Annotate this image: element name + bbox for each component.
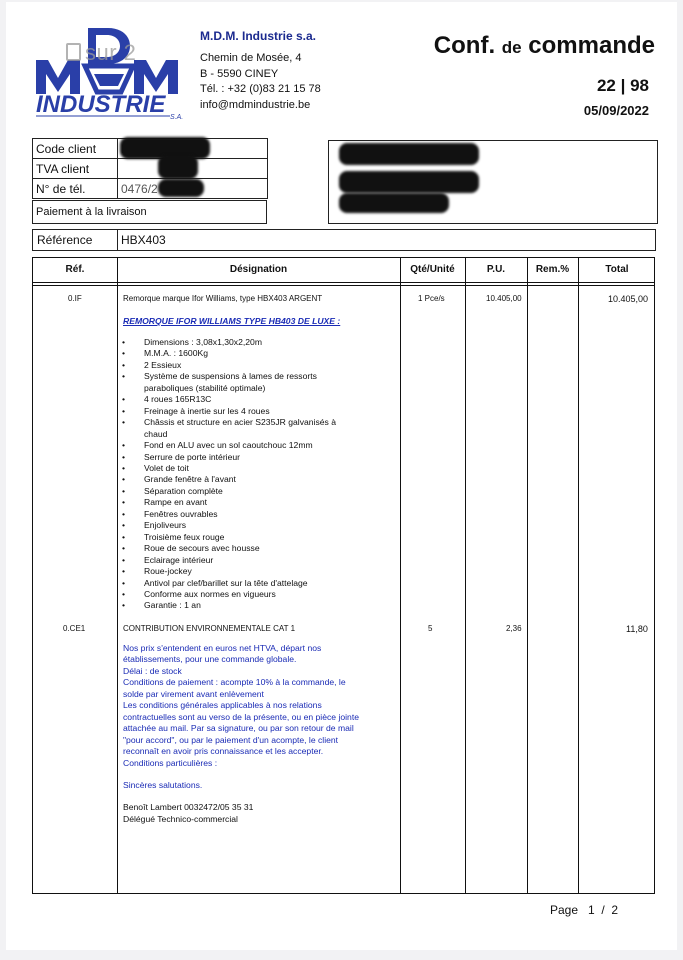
note-greetings: Sincères salutations. [123, 779, 203, 790]
row2-total: 11,80 [626, 624, 648, 634]
feature-text: Antivol par clef/barillet sur la tête d'attelage [144, 577, 308, 588]
row1-pu: 10.405,00 [486, 294, 522, 303]
feature-item [121, 555, 361, 566]
bullet-icon: • [122, 566, 126, 577]
page-footer: Page 1 / 2 [550, 903, 619, 917]
company-address1: Chemin de Mosée, 4 [200, 52, 302, 64]
feature-text: Freinage à inertie sur les 4 roues [144, 405, 270, 416]
feature-text: Enjoliveurs [144, 520, 187, 531]
bullet-icon: • [122, 554, 126, 565]
feature-item [121, 406, 361, 417]
bullet-icon: • [122, 497, 126, 508]
document-number: 22 | 98 [596, 76, 649, 95]
row1-total: 10.405,00 [608, 294, 649, 304]
note-prices: Nos prix s'entendent en euros net HTVA, départ nos établissements, pour une commande globale. [123, 643, 322, 665]
client-address-box [328, 140, 658, 224]
company-phone: Tél. : +32 (0)83 21 15 78 [200, 83, 321, 95]
header-qty: Qté/Unité [410, 264, 455, 275]
feature-item [121, 452, 361, 463]
bullet-icon: • [122, 348, 126, 359]
feature-item [121, 520, 361, 531]
bullet-icon: • [122, 337, 126, 347]
feature-item [121, 589, 361, 600]
feature-item [121, 348, 361, 359]
signature-name: Benoît Lambert 0032472/05 35 31 [123, 802, 254, 813]
row1-heading: REMORQUE IFOR WILLIAMS TYPE HB403 DE LUXE : [123, 316, 341, 326]
document-date: 05/09/2022 [583, 103, 649, 118]
bullet-icon: • [122, 371, 126, 382]
client-phone-value: 0476/2 [118, 179, 268, 199]
bullet-icon: • [122, 531, 126, 542]
feature-item [121, 566, 361, 577]
feature-text: Châssis et structure en acier S235JR galvanisés à chaud [144, 417, 337, 439]
row2-pu: 2,36 [506, 624, 522, 633]
feature-item [121, 360, 361, 371]
reference-value: HBX403 [121, 233, 166, 247]
signature-title: Délégué Technico-commercial [123, 813, 238, 824]
note-payment: Conditions de paiement : acompte 10% à la commande, le solde par virement avant enlèvement [123, 677, 346, 699]
document-title: Conf. de commande [433, 32, 655, 59]
bullet-icon: • [122, 462, 126, 473]
feature-text: Fond en ALU avec un sol caoutchouc 12mm [144, 440, 313, 451]
feature-text: Rampe en avant [144, 497, 208, 508]
feature-text: Séparation complète [144, 485, 223, 496]
feature-item [121, 440, 361, 451]
feature-item [121, 474, 361, 485]
note-particular-conditions: Conditions particulières : [123, 757, 218, 768]
feature-text: Volet de toit [144, 462, 189, 473]
bullet-icon: • [122, 451, 126, 462]
bullet-icon: • [122, 543, 126, 554]
feature-text: Fenêtres ouvrables [144, 508, 218, 519]
header-ref: Réf. [65, 264, 85, 275]
company-name: M.D.M. Industrie s.a. [200, 29, 317, 43]
bullet-icon: • [122, 508, 126, 519]
feature-text: Eclairage intérieur [144, 554, 214, 565]
header-rem: Rem.% [535, 264, 570, 275]
document-icon [66, 43, 81, 61]
row2-qty: 5 [428, 624, 433, 633]
company-email[interactable]: info@mdmindustrie.be [200, 99, 311, 111]
row1-ref: 0.IF [68, 294, 82, 303]
feature-item [121, 600, 361, 611]
page-counter-text: sur 2 [85, 40, 137, 65]
feature-item [121, 394, 361, 405]
row2-ref: 0.CE1 [63, 624, 86, 633]
feature-text: Dimensions : 3,08x1,30x2,20m [144, 337, 262, 347]
header-designation: Désignation [229, 264, 288, 275]
feature-item [121, 497, 361, 508]
feature-item [121, 463, 361, 474]
feature-text: Garantie : 1 an [144, 600, 201, 611]
feature-item [121, 337, 361, 348]
bullet-icon: • [122, 588, 126, 599]
reference-row [32, 229, 656, 251]
feature-text: Roue-jockey [144, 566, 192, 577]
client-phone-label: N° de tél. [33, 179, 118, 199]
feature-item [121, 509, 361, 520]
feature-text: Serrure de porte intérieur [144, 451, 241, 462]
row1-designation: Remorque marque Ifor Williams, type HBX403 ARGENT [123, 294, 323, 303]
row1-qty: 1 Pce/s [418, 294, 445, 303]
feature-item [121, 417, 361, 440]
bullet-icon: • [122, 474, 126, 485]
client-code-label: Code client [33, 139, 118, 159]
feature-text: Conforme aux normes en vigueurs [144, 588, 276, 599]
feature-text: Système de suspensions à lames de ressorts paraboliques (stabilité optimale) [144, 371, 317, 393]
feature-text: Troisième feux rouge [144, 531, 225, 542]
bullet-icon: • [122, 485, 126, 496]
feature-item [121, 371, 361, 394]
feature-item [121, 578, 361, 589]
client-tva-value [118, 159, 268, 179]
feature-text: 4 roues 165R13C [144, 394, 212, 405]
client-tva-label: TVA client [33, 159, 118, 179]
bullet-icon: • [122, 394, 126, 405]
bullet-icon: • [122, 359, 126, 370]
feature-text: 2 Essieux [144, 359, 182, 370]
feature-item [121, 486, 361, 497]
row2-designation: CONTRIBUTION ENVIRONNEMENTALE CAT 1 [123, 624, 296, 633]
bullet-icon: • [122, 600, 126, 611]
company-address2: B - 5590 CINEY [200, 68, 279, 80]
page-counter-overlay [66, 40, 136, 66]
feature-item [121, 532, 361, 543]
bullet-icon: • [122, 405, 126, 416]
logo-word: INDUSTRIE [36, 91, 166, 118]
conditions-notes [123, 643, 367, 825]
feature-text: Roue de secours avec housse [144, 543, 260, 554]
feature-list [121, 337, 361, 612]
bullet-icon: • [122, 417, 126, 428]
feature-text: Grande fenêtre à l'avant [144, 474, 236, 485]
logo-suffix: S.A. [170, 114, 184, 120]
header-pu: P.U. [486, 264, 506, 275]
header-total: Total [605, 264, 629, 275]
payment-terms: Paiement à la livraison [32, 200, 267, 224]
feature-item [121, 543, 361, 554]
note-delay: Délai : de stock [123, 665, 182, 676]
bullet-icon: • [122, 520, 126, 531]
feature-text: M.M.A. : 1600Kg [144, 348, 209, 359]
note-general-conditions: Les conditions générales applicables à nos relations contractuelles sont au verso de la présente, ou en pièce jointe attachée au mail. Par sa signature, ou par son retour de mail "pour accord", ou par le paiement d'un acompte, le client reconnaît en avoir pris connaissance et les accepter. [123, 700, 360, 757]
client-info-table [32, 138, 268, 199]
bullet-icon: • [122, 440, 126, 451]
reference-label: Référence [37, 233, 93, 247]
bullet-icon: • [122, 577, 126, 588]
